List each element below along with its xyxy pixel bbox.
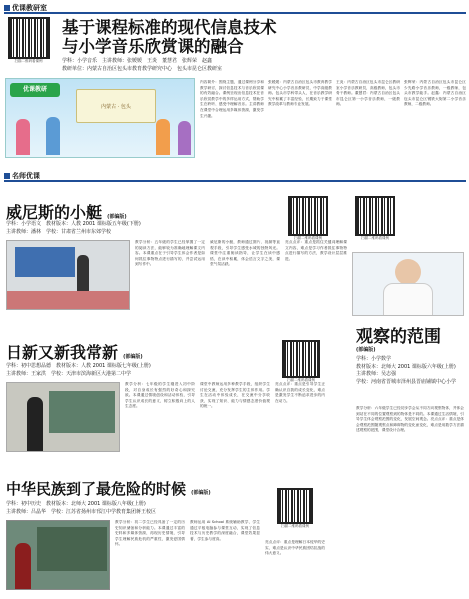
child-figure (16, 119, 30, 155)
lesson-1-qr (286, 196, 330, 241)
lesson-title: 威尼斯的小艇 (6, 203, 103, 222)
lesson-meta-line: 学科：小学语文 教材版本：人教 2001 课标版五年级(下册) (6, 221, 141, 227)
lesson-2-photo (6, 382, 120, 452)
teacher-figure (27, 397, 43, 452)
child-figure (156, 119, 170, 155)
qr-code-icon (8, 17, 50, 59)
section-label: 名师优课 (12, 172, 40, 180)
article-title (62, 18, 277, 56)
photo-caption: 内蒙古 · 包头 (76, 89, 156, 123)
side-title: 观察的范围 (356, 327, 441, 347)
classroom-screen (15, 247, 75, 277)
lesson-meta-line: 学科：初中思想品德 教材版本：人教 2001 课标版七年级(上册) (6, 363, 151, 369)
lesson-meta-line: 主讲教师：王家洪 学校：天津市滨海新区大港第二中学 (6, 371, 132, 377)
teacher-head (395, 259, 421, 285)
lesson-3-column-2: 教师运用 AI School 系统辅助教学，学生通过平板电脑参与课堂互动，实现了信息技术与历史教学的深度融合，课堂效果显著，学生参与度高。 (190, 520, 260, 541)
intro-column-1: 内容简介：围绕主题，通过课例分享和教学研讨，探讨信息技术与音乐欣赏课的有效融合。课例呈现出信息技术在音乐欣赏教学中的多样运用方式，帮助学生在聆听、感受中理解音乐。主讲教师在课堂中合理运用多媒体资源，激发学生兴趣。 (200, 80, 264, 118)
article-title-line2: 与小学音乐欣赏课的融合 (62, 37, 244, 56)
lesson-tag: (部编版) (191, 490, 211, 496)
lesson-2-column-3: 亮点点评：重点是引导学生正确认识自我的成长变化，难点是激发学生不断追求进步的内在动力。 (275, 382, 325, 403)
lesson-2-column-2: 课堂中教师运用多种教学手段，组织学生讨论交流，充分发挥学生的主体作用。学生在活动中体验成长，在交流中分享收获，实现了知识、能力与情感态度价值观的统一。 (200, 382, 270, 409)
lesson-meta-line: 学科：初中历史 教材版本：北师大 2001 课标版八年级(上册) (6, 501, 146, 507)
meta-teachers: 学科：小学音乐 主讲教师：张媛媛 王炎 董慧君 张辉荣 赵鑫 (62, 58, 213, 64)
section-label: 优课教研室 (12, 4, 47, 12)
lesson-1-column-2: 威尼斯的小艇，教师通过图片、视频等直观手段，引导学生感受水城的独特风光。课堂中注重朗读指导，让学生在读中感悟，在读中积累，体会语言文字之美，课堂气氛活跃。 (210, 240, 280, 267)
child-figure (178, 121, 191, 155)
side-meta-line: 教材版本：北师大 2001 课标版六年级(上册) (356, 363, 456, 370)
qr-caption: 扫描二维码看课例 (281, 524, 309, 528)
lesson-title: 日新又新我常新 (6, 343, 119, 362)
lesson-1-photo (6, 240, 130, 310)
lesson-3-meta (6, 500, 156, 516)
qr-code-icon (288, 196, 328, 236)
meta-unit: 教研单位：内蒙古自治区包头市教育教学研究中心 包头市昆仑区教研室 (62, 66, 223, 72)
lesson-tag: (部编版) (123, 354, 143, 360)
section-marker-icon (4, 5, 10, 11)
blackboard (37, 527, 107, 571)
intro-column-2: 张媛媛：内蒙古自治区包头市教育教学研究中心小学音乐教研员，中学高级教师。包头市学科带头人，在音乐教学研究中积累了丰富经验，长期致力于课堂教学改革与教师专业发展。 (268, 80, 332, 107)
child-figure (46, 117, 60, 155)
qr-caption: 扫描二维码看课例 (361, 236, 389, 240)
qr-code-icon (355, 196, 395, 236)
qr-caption: 扫描二维码看课例 (294, 236, 322, 240)
article-title-line1: 基于课程标准的现代信息技术 (62, 18, 277, 37)
qr-code-icon (277, 488, 313, 524)
students-row (7, 291, 130, 310)
qr-block (6, 17, 51, 64)
section-marker-icon (4, 173, 10, 179)
lesson-3-qr (272, 488, 318, 529)
lesson-2-meta (6, 362, 151, 378)
lesson-1-column-1: 教学分析：五年级的学生已经掌握了一定的阅读方法，能够较为准确地理解课文内容。本课重点在于引导学生体会作者是如何抓住事物特点进行描写的，并尝试运用到写作中。 (135, 240, 205, 267)
lesson-1-meta (6, 220, 141, 236)
lesson-tag: (部编版) (107, 214, 127, 220)
teacher-figure (77, 255, 89, 295)
side-body: 教学分析：六年级学生已经初步学会从不同方向观察物体，并体会到站在不同的位置观察到的物体是不同的。本课通过生活情境，引导学生体会观察范围的变化，发展空间观念。亮点点评：重点是体会观察范围随观察点和障碍物的变化而变化，难点是用数学方法描述观察的范围，课堂设计合理。 (356, 406, 464, 433)
qr-caption: 扫描二维码看课例 (14, 59, 43, 63)
lesson-2-title (6, 340, 143, 363)
side-meta (356, 356, 464, 386)
side-meta-line: 学科：小学数学 (356, 356, 392, 362)
side-teacher-photo (352, 252, 464, 316)
side-qr (352, 196, 398, 241)
side-meta-line: 学校：河南省晋城市泽州县晋庙铺镇中心小学 (356, 378, 457, 385)
blackboard (49, 391, 115, 433)
side-tag: (部编版) (356, 347, 376, 353)
teacher-shirt (383, 283, 433, 316)
section-rule (4, 180, 466, 182)
lesson-photo-top (5, 78, 195, 158)
lesson-title: 中华民族到了最危险的时候 (6, 480, 187, 498)
lesson-2-qr (278, 340, 324, 383)
side-meta-line: 主讲教师：吴志强 (356, 371, 397, 377)
lesson-1-column-3: 亮点点评：重点是抓住关键词理解课文内容，难点是学习作者抓住事物特点进行描写的方法，教学设计层层推进。 (285, 240, 347, 261)
teacher-figure (15, 543, 31, 590)
lesson-meta-line: 主讲教师：吕晶华 学校：江苏省扬州市邗江中学教育集团蒋王校区 (6, 509, 157, 515)
qr-code-icon (282, 340, 320, 378)
intro-column-4: 张辉荣：内蒙古自治区包头市昆仑区少先路小学音乐教师，一级教师，包头市教学能手。赵鑫：内蒙古自治区包头市昆仑区钢铁大街第二小学音乐教师，二级教师。 (404, 80, 466, 107)
lesson-3-column-1: 教学分析：初二学生已经具备了一定的历史知识储备和分析能力。本课通过丰富的史料和多媒体资源，再现历史情境，引导学生理解民族危机的严重性，激发爱国情怀。 (115, 520, 185, 547)
intro-column-3: 王炎：内蒙古自治区包头市昆仑区教研室小学音乐教研员，高级教师，包头市骨干教师。董慧君：内蒙古自治区包头市昆仑区第一小学音乐教师，一级教师。 (336, 80, 400, 107)
qr-caption: 扫描二维码看课例 (287, 378, 315, 382)
lesson-3-title (6, 478, 211, 499)
lesson-3-photo (6, 520, 110, 590)
article-meta (62, 57, 222, 73)
section-rule (4, 12, 466, 14)
photo-banner: 优课教研 (10, 83, 60, 97)
lesson-meta-line: 主讲教师：潘林 学校：甘肃省兰州市东郊学校 (6, 229, 112, 235)
lesson-2-column-1: 教学分析：七年级的学生刚进入初中阶段，对自身成长有强烈的好奇心和探究欲。本课通过情境创设和活动体验，引导学生认识成长的意义，树立积极向上的人生态度。 (125, 382, 195, 409)
lesson-3-column-3: 亮点点评：重点是理解日本侵华的史实，难点是认识中华民族团结抗战的伟大意义。 (265, 540, 325, 556)
